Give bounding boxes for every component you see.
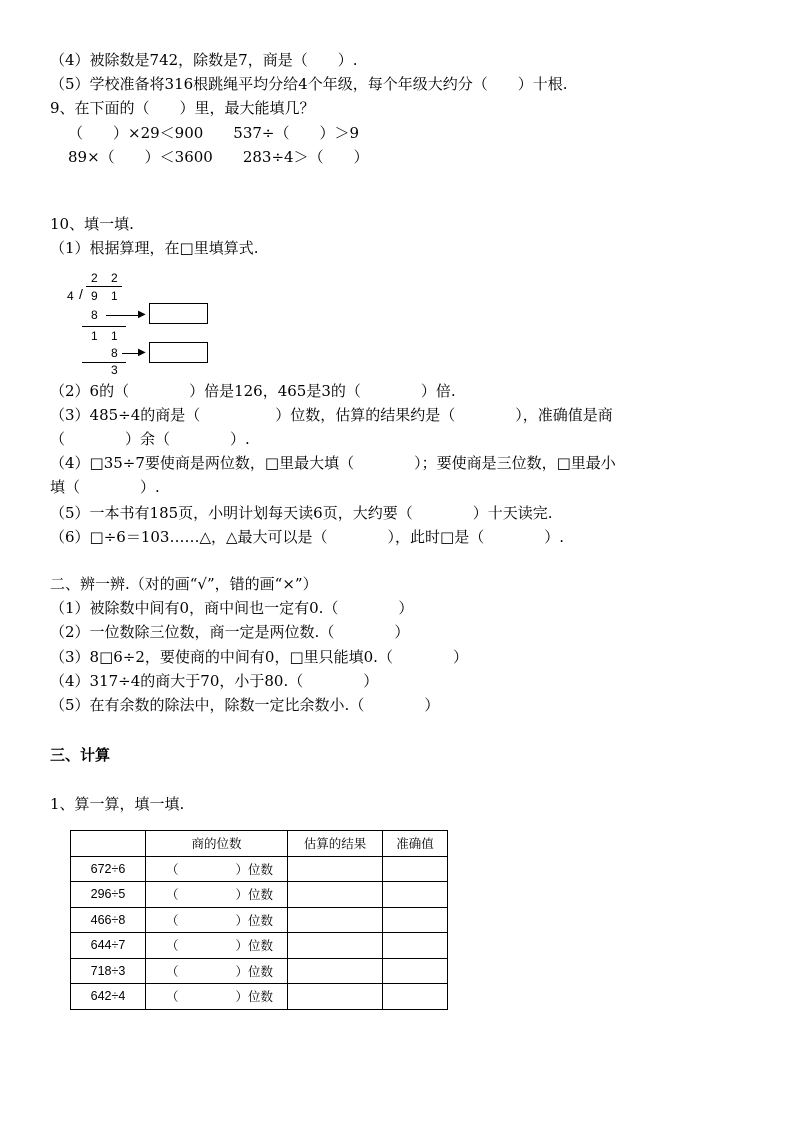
open-paren: （ bbox=[166, 990, 179, 1005]
estimate-cell[interactable] bbox=[288, 882, 383, 908]
table-row bbox=[71, 984, 448, 1010]
digit-count-cell[interactable] bbox=[146, 958, 288, 984]
judge-item-1: （1）被除数中间有0，商中间也一定有0.（ ） bbox=[50, 599, 414, 617]
exact-value-cell[interactable] bbox=[383, 984, 448, 1010]
estimate-cell[interactable] bbox=[288, 856, 383, 882]
question-9-title: 9、在下面的（ ）里，最大能填几？ bbox=[50, 99, 315, 117]
answer-box-2[interactable] bbox=[149, 342, 208, 363]
division-bracket-slash: / bbox=[79, 286, 83, 302]
exact-value-cell[interactable] bbox=[383, 882, 448, 908]
question-8-4: （4）被除数是742，除数是7，商是（ ）. bbox=[50, 51, 358, 69]
question-10-6: （6）□÷6＝103……△，△最大可以是（ ），此时□是（ ）. bbox=[50, 528, 564, 546]
final-remainder: 3 bbox=[111, 363, 118, 377]
table-row bbox=[71, 907, 448, 933]
dividend-digit: 1 bbox=[111, 289, 118, 303]
expression-cell: 642÷4 bbox=[71, 984, 146, 1010]
answer-box-1[interactable] bbox=[149, 303, 208, 324]
remainder-digit: 1 bbox=[111, 329, 118, 343]
judge-item-3: （3）8□6÷2，要使商的中间有0，□里只能填0.（ ） bbox=[50, 648, 468, 666]
digit-count-cell[interactable] bbox=[146, 856, 288, 882]
question-10-1: （1）根据算理，在□里填算式. bbox=[50, 239, 259, 257]
estimate-cell[interactable] bbox=[288, 933, 383, 959]
digit-count-suffix: ）位数 bbox=[235, 913, 273, 928]
question-10-3-line-2: （ ）余（ ）. bbox=[50, 430, 250, 448]
digit-count-suffix: ）位数 bbox=[235, 964, 273, 979]
quotient-digit: 2 bbox=[91, 271, 98, 285]
subtraction-step-1: 8 bbox=[91, 308, 98, 322]
table-header-cell: 商的位数 bbox=[146, 831, 288, 857]
calculation-table bbox=[70, 830, 448, 1010]
open-paren: （ bbox=[166, 964, 179, 979]
digit-count-cell[interactable] bbox=[146, 907, 288, 933]
arrow-head-icon: ▶ bbox=[138, 347, 146, 358]
question-8-5: （5）学校准备将316根跳绳平均分给4个年级，每个年级大约分（ ）十根. bbox=[50, 75, 568, 93]
table-header-cell bbox=[71, 831, 146, 857]
table-row bbox=[71, 958, 448, 984]
expression-cell: 672÷6 bbox=[71, 856, 146, 882]
expression-cell: 718÷3 bbox=[71, 958, 146, 984]
estimate-cell[interactable] bbox=[288, 984, 383, 1010]
question-9-row-1: （ ）×29＜900 537÷（ ）＞9 bbox=[68, 124, 360, 142]
digit-count-suffix: ）位数 bbox=[235, 990, 273, 1005]
judge-item-2: （2）一位数除三位数，商一定是两位数.（ ） bbox=[50, 623, 410, 641]
question-10-5: （5）一本书有185页，小明计划每天读6页，大约要（ ）十天读完. bbox=[50, 504, 553, 522]
estimate-cell[interactable] bbox=[288, 958, 383, 984]
expression-cell: 466÷8 bbox=[71, 907, 146, 933]
expression-cell: 296÷5 bbox=[71, 882, 146, 908]
judge-item-4: （4）317÷4的商大于70，小于80.（ ） bbox=[50, 672, 379, 690]
exact-value-cell[interactable] bbox=[383, 856, 448, 882]
open-paren: （ bbox=[166, 862, 179, 877]
table-header-row bbox=[71, 831, 448, 857]
table-row bbox=[71, 882, 448, 908]
table-row bbox=[71, 856, 448, 882]
judge-item-5: （5）在有余数的除法中，除数一定比余数小.（ ） bbox=[50, 696, 440, 714]
arrow-line-1 bbox=[106, 315, 142, 316]
open-paren: （ bbox=[166, 913, 179, 928]
quotient-digit: 2 bbox=[111, 271, 118, 285]
table-row bbox=[71, 933, 448, 959]
long-division-diagram bbox=[62, 266, 222, 378]
table-header-cell: 估算的结果 bbox=[288, 831, 383, 857]
arrow-head-icon: ▶ bbox=[138, 309, 146, 320]
division-bracket-top bbox=[86, 286, 122, 287]
exact-value-cell[interactable] bbox=[383, 907, 448, 933]
estimate-cell[interactable] bbox=[288, 907, 383, 933]
digit-count-cell[interactable] bbox=[146, 984, 288, 1010]
digit-count-suffix: ）位数 bbox=[235, 939, 273, 954]
expression-cell: 644÷7 bbox=[71, 933, 146, 959]
digit-count-suffix: ）位数 bbox=[235, 862, 273, 877]
exact-value-cell[interactable] bbox=[383, 933, 448, 959]
section-3-question-1: 1、算一算，填一填. bbox=[50, 795, 185, 813]
remainder-digit: 1 bbox=[91, 329, 98, 343]
digit-count-cell[interactable] bbox=[146, 882, 288, 908]
section-3-title: 三、计算 bbox=[50, 746, 111, 764]
question-9-row-2: 89×（ ）＜3600 283÷4＞（ ） bbox=[68, 148, 369, 166]
open-paren: （ bbox=[166, 888, 179, 903]
digit-count-cell[interactable] bbox=[146, 933, 288, 959]
question-10-title: 10、填一填. bbox=[50, 215, 134, 233]
question-10-3-line-1: （3）485÷4的商是（ ）位数，估算的结果约是（ ），准确值是商 bbox=[50, 406, 613, 424]
subtraction-step-2: 8 bbox=[111, 346, 118, 360]
open-paren: （ bbox=[166, 939, 179, 954]
subtraction-line-2 bbox=[82, 362, 126, 363]
question-10-4-line-2: 填（ ）. bbox=[50, 478, 160, 496]
exact-value-cell[interactable] bbox=[383, 958, 448, 984]
divisor: 4 bbox=[67, 289, 74, 303]
digit-count-suffix: ）位数 bbox=[235, 888, 273, 903]
question-10-2: （2）6的（ ）倍是126，465是3的（ ）倍. bbox=[50, 382, 456, 400]
table-header-cell: 准确值 bbox=[383, 831, 448, 857]
question-10-4-line-1: （4）□35÷7要使商是两位数，□里最大填（ ）；要使商是三位数，□里最小 bbox=[50, 454, 616, 472]
subtraction-line-1 bbox=[82, 326, 126, 327]
dividend-digit: 9 bbox=[91, 289, 98, 303]
section-2-title: 二、辨一辨.（对的画“√”，错的画“×”） bbox=[50, 575, 318, 593]
